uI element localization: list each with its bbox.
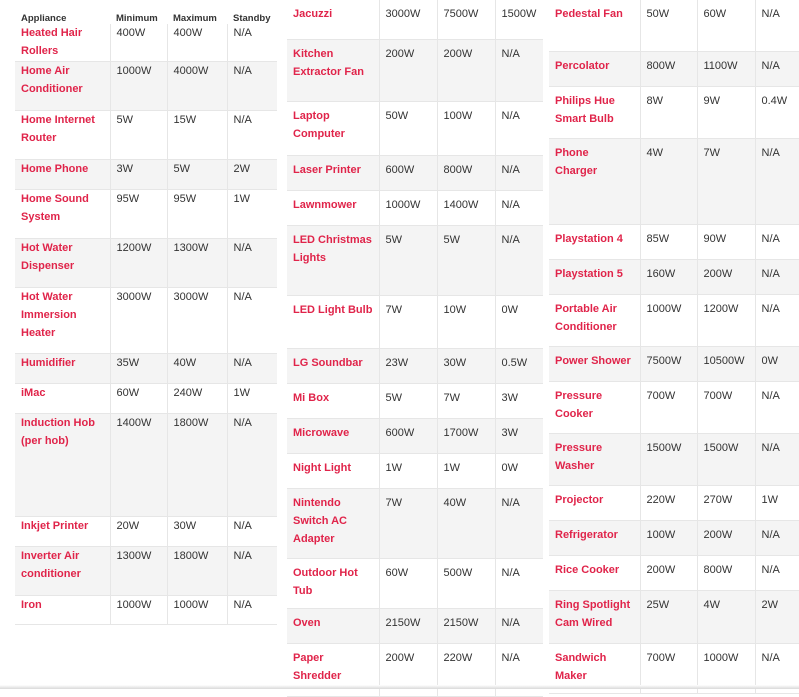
standby-watts: 0.4W	[755, 87, 799, 139]
max-watts: 1100W	[697, 52, 755, 87]
max-watts: 800W	[437, 156, 495, 191]
standby-watts: N/A	[495, 609, 543, 644]
table-row	[287, 156, 543, 191]
appliance-name[interactable]: Mi Box	[287, 384, 379, 419]
table-column-2	[287, 0, 543, 689]
appliance-name[interactable]: Lawnmower	[287, 191, 379, 226]
table-row	[549, 225, 799, 260]
min-watts: 23W	[379, 349, 437, 384]
max-watts: 1700W	[437, 419, 495, 454]
standby-watts: N/A	[755, 52, 799, 87]
min-watts: 3000W	[110, 288, 167, 354]
min-watts: 35W	[110, 354, 167, 384]
standby-watts: N/A	[227, 596, 277, 625]
min-watts: 1200W	[110, 239, 167, 288]
appliance-name[interactable]: Power Shower	[549, 347, 640, 382]
max-watts: 700W	[697, 382, 755, 434]
power-table-2	[287, 0, 543, 697]
max-watts: 7W	[437, 384, 495, 419]
max-watts: 3000W	[167, 288, 227, 354]
min-watts: 25W	[640, 591, 697, 644]
max-watts: 1500W	[697, 434, 755, 486]
max-watts: 240W	[167, 384, 227, 414]
standby-watts: 1W	[227, 384, 277, 414]
standby-watts: 0W	[495, 454, 543, 489]
table-row	[549, 52, 799, 87]
appliance-name[interactable]: Microwave	[287, 419, 379, 454]
max-watts: 200W	[437, 40, 495, 102]
max-watts: 400W	[167, 24, 227, 62]
table-row	[15, 190, 277, 239]
table-row	[287, 296, 543, 349]
min-watts: 220W	[640, 486, 697, 521]
standby-watts: N/A	[495, 191, 543, 226]
standby-watts: N/A	[227, 354, 277, 384]
appliance-name[interactable]: Percolator	[549, 52, 640, 87]
max-watts: 100W	[437, 102, 495, 156]
appliance-name[interactable]: Sandwich Maker	[549, 644, 640, 694]
table-row	[15, 24, 277, 62]
max-watts: 10W	[437, 296, 495, 349]
standby-watts: N/A	[227, 24, 277, 62]
max-watts: 5W	[167, 160, 227, 190]
standby-watts: 2W	[755, 591, 799, 644]
table-row	[287, 102, 543, 156]
table-row	[549, 139, 799, 225]
appliance-name[interactable]: Inkjet Printer	[15, 517, 110, 547]
standby-watts: N/A	[755, 295, 799, 347]
standby-watts: 3W	[495, 384, 543, 419]
appliance-name[interactable]: Night Light	[287, 454, 379, 489]
max-watts: 15W	[167, 111, 227, 160]
min-watts: 1000W	[379, 191, 437, 226]
appliance-name[interactable]: Oven	[287, 609, 379, 644]
min-watts: 600W	[379, 156, 437, 191]
table-row	[287, 349, 543, 384]
max-watts: 1800W	[167, 414, 227, 517]
standby-watts: N/A	[495, 102, 543, 156]
max-watts: 500W	[437, 559, 495, 609]
appliance-name[interactable]: Jacuzzi	[287, 0, 379, 40]
standby-watts: N/A	[755, 521, 799, 556]
appliance-name[interactable]: Kitchen Extractor Fan	[287, 40, 379, 102]
table-row	[15, 239, 277, 288]
header-maximum: Maximum	[173, 12, 217, 24]
standby-watts: N/A	[755, 225, 799, 260]
standby-watts: 1W	[227, 190, 277, 239]
standby-watts: N/A	[227, 62, 277, 111]
table-row	[287, 454, 543, 489]
table-row	[549, 87, 799, 139]
appliance-name[interactable]: Pedestal Fan	[549, 0, 640, 52]
min-watts: 160W	[640, 260, 697, 295]
standby-watts: N/A	[227, 288, 277, 354]
max-watts: 60W	[697, 0, 755, 52]
table-row	[549, 260, 799, 295]
max-watts: 7W	[697, 139, 755, 225]
max-watts: 200W	[697, 260, 755, 295]
max-watts: 95W	[167, 190, 227, 239]
min-watts: 4W	[640, 139, 697, 225]
table-row	[15, 160, 277, 190]
max-watts: 270W	[697, 486, 755, 521]
min-watts: 7W	[379, 296, 437, 349]
table-row	[287, 0, 543, 40]
appliance-name[interactable]: Induction Hob (per hob)	[15, 414, 110, 517]
min-watts: 20W	[110, 517, 167, 547]
min-watts: 1400W	[110, 414, 167, 517]
max-watts: 220W	[437, 644, 495, 697]
min-watts: 800W	[640, 52, 697, 87]
appliance-name[interactable]: Projector	[549, 486, 640, 521]
table-row	[15, 384, 277, 414]
standby-watts: N/A	[227, 517, 277, 547]
appliance-name[interactable]: Hot Water Dispenser	[15, 239, 110, 288]
min-watts: 50W	[640, 0, 697, 52]
max-watts: 200W	[697, 521, 755, 556]
max-watts: 1W	[437, 454, 495, 489]
standby-watts: N/A	[495, 559, 543, 609]
standby-watts: N/A	[495, 40, 543, 102]
appliance-name[interactable]: LED Christmas Lights	[287, 226, 379, 296]
standby-watts: N/A	[755, 644, 799, 694]
standby-watts: 0W	[755, 347, 799, 382]
table-row	[287, 226, 543, 296]
appliance-name[interactable]: Laser Printer	[287, 156, 379, 191]
header-minimum: Minimum	[116, 12, 158, 24]
min-watts: 5W	[379, 384, 437, 419]
min-watts: 8W	[640, 87, 697, 139]
min-watts: 1300W	[110, 547, 167, 596]
table-row	[287, 559, 543, 609]
table-row	[287, 191, 543, 226]
standby-watts: N/A	[227, 414, 277, 517]
max-watts: 90W	[697, 225, 755, 260]
min-watts: 1500W	[640, 434, 697, 486]
max-watts: 30W	[437, 349, 495, 384]
min-watts: 1W	[379, 454, 437, 489]
standby-watts: 1500W	[495, 0, 543, 40]
bottom-shadow	[0, 685, 799, 689]
table-row	[549, 0, 799, 52]
appliance-name[interactable]: Iron	[15, 596, 110, 625]
max-watts: 800W	[697, 556, 755, 591]
min-watts: 3W	[110, 160, 167, 190]
table-column-1	[15, 0, 277, 689]
standby-watts: 3W	[495, 419, 543, 454]
table-row	[549, 347, 799, 382]
max-watts: 7500W	[437, 0, 495, 40]
standby-watts: N/A	[755, 434, 799, 486]
min-watts: 50W	[379, 102, 437, 156]
min-watts: 5W	[379, 226, 437, 296]
min-watts: 1000W	[640, 295, 697, 347]
appliance-name[interactable]: Home Internet Router	[15, 111, 110, 160]
appliance-name[interactable]: LG Soundbar	[287, 349, 379, 384]
max-watts: 1000W	[697, 644, 755, 694]
standby-watts: N/A	[755, 556, 799, 591]
max-watts: 1300W	[167, 239, 227, 288]
appliance-name[interactable]: Playstation 5	[549, 260, 640, 295]
standby-watts: 2W	[227, 160, 277, 190]
table-row	[15, 596, 277, 625]
standby-watts: N/A	[755, 260, 799, 295]
appliance-name[interactable]: Humidifier	[15, 354, 110, 384]
appliance-name[interactable]: Home Sound System	[15, 190, 110, 239]
min-watts: 60W	[110, 384, 167, 414]
min-watts: 100W	[640, 521, 697, 556]
max-watts: 4W	[697, 591, 755, 644]
appliance-name[interactable]: Pressure Washer	[549, 434, 640, 486]
max-watts: 1000W	[167, 596, 227, 625]
min-watts: 200W	[379, 40, 437, 102]
max-watts: 40W	[167, 354, 227, 384]
standby-watts: 1W	[755, 486, 799, 521]
appliance-name[interactable]: Refrigerator	[549, 521, 640, 556]
min-watts: 200W	[379, 644, 437, 697]
appliance-name[interactable]: Hot Water Immersion Heater	[15, 288, 110, 354]
power-table-3	[549, 0, 799, 694]
appliance-name[interactable]: Home Air Conditioner	[15, 62, 110, 111]
table-row	[15, 354, 277, 384]
standby-watts: 0W	[495, 296, 543, 349]
appliance-name[interactable]: Rice Cooker	[549, 556, 640, 591]
table-row	[15, 517, 277, 547]
standby-watts: N/A	[755, 382, 799, 434]
standby-watts: N/A	[755, 0, 799, 52]
table-row	[549, 521, 799, 556]
table-row	[15, 547, 277, 596]
appliance-name[interactable]: Ring Spotlight Cam Wired	[549, 591, 640, 644]
table-row	[287, 384, 543, 419]
appliance-name[interactable]: Nintendo Switch AC Adapter	[287, 489, 379, 559]
standby-watts: N/A	[755, 139, 799, 225]
table-row	[549, 591, 799, 644]
table-row	[15, 111, 277, 160]
table-row	[549, 382, 799, 434]
min-watts: 200W	[640, 556, 697, 591]
table-row	[549, 556, 799, 591]
max-watts: 30W	[167, 517, 227, 547]
standby-watts: N/A	[495, 156, 543, 191]
appliance-name[interactable]: Outdoor Hot Tub	[287, 559, 379, 609]
min-watts: 7W	[379, 489, 437, 559]
table-row	[287, 40, 543, 102]
table-row	[549, 486, 799, 521]
power-table-1	[15, 0, 277, 625]
standby-watts: 0.5W	[495, 349, 543, 384]
min-watts: 700W	[640, 382, 697, 434]
min-watts: 1000W	[110, 596, 167, 625]
table-row	[549, 295, 799, 347]
table-column-3	[549, 0, 799, 689]
appliance-name[interactable]: Pressure Cooker	[549, 382, 640, 434]
table-row	[15, 288, 277, 354]
table-row	[15, 62, 277, 111]
min-watts: 400W	[110, 24, 167, 62]
appliance-name[interactable]: LED Light Bulb	[287, 296, 379, 349]
appliance-name[interactable]: Phone Charger	[549, 139, 640, 225]
max-watts: 1200W	[697, 295, 755, 347]
appliance-name[interactable]: Heated Hair Rollers	[15, 24, 110, 62]
header-appliance: Appliance	[21, 12, 67, 24]
appliance-name[interactable]: Paper Shredder	[287, 644, 379, 697]
max-watts: 5W	[437, 226, 495, 296]
max-watts: 2150W	[437, 609, 495, 644]
table-row	[287, 419, 543, 454]
header-standby: Standby	[233, 12, 271, 24]
header-row	[15, 0, 277, 24]
appliance-name[interactable]: Home Phone	[15, 160, 110, 190]
standby-watts: N/A	[495, 226, 543, 296]
min-watts: 1000W	[110, 62, 167, 111]
standby-watts: N/A	[227, 111, 277, 160]
appliance-name[interactable]: Playstation 4	[549, 225, 640, 260]
min-watts: 700W	[640, 644, 697, 694]
max-watts: 1400W	[437, 191, 495, 226]
table-row	[549, 434, 799, 486]
appliance-name[interactable]: Portable Air Conditioner	[549, 295, 640, 347]
appliance-name[interactable]: Inverter Air conditioner	[15, 547, 110, 596]
standby-watts: N/A	[495, 489, 543, 559]
min-watts: 7500W	[640, 347, 697, 382]
standby-watts: N/A	[227, 239, 277, 288]
min-watts: 95W	[110, 190, 167, 239]
max-watts: 1800W	[167, 547, 227, 596]
max-watts: 9W	[697, 87, 755, 139]
max-watts: 4000W	[167, 62, 227, 111]
appliance-name[interactable]: Philips Hue Smart Bulb	[549, 87, 640, 139]
table-row	[287, 489, 543, 559]
standby-watts: N/A	[495, 644, 543, 697]
table-row	[15, 414, 277, 517]
max-watts: 10500W	[697, 347, 755, 382]
min-watts: 2150W	[379, 609, 437, 644]
appliance-name[interactable]: iMac	[15, 384, 110, 414]
min-watts: 5W	[110, 111, 167, 160]
standby-watts: N/A	[227, 547, 277, 596]
table-row	[287, 609, 543, 644]
min-watts: 85W	[640, 225, 697, 260]
min-watts: 60W	[379, 559, 437, 609]
appliance-name[interactable]: Laptop Computer	[287, 102, 379, 156]
min-watts: 600W	[379, 419, 437, 454]
max-watts: 40W	[437, 489, 495, 559]
min-watts: 3000W	[379, 0, 437, 40]
